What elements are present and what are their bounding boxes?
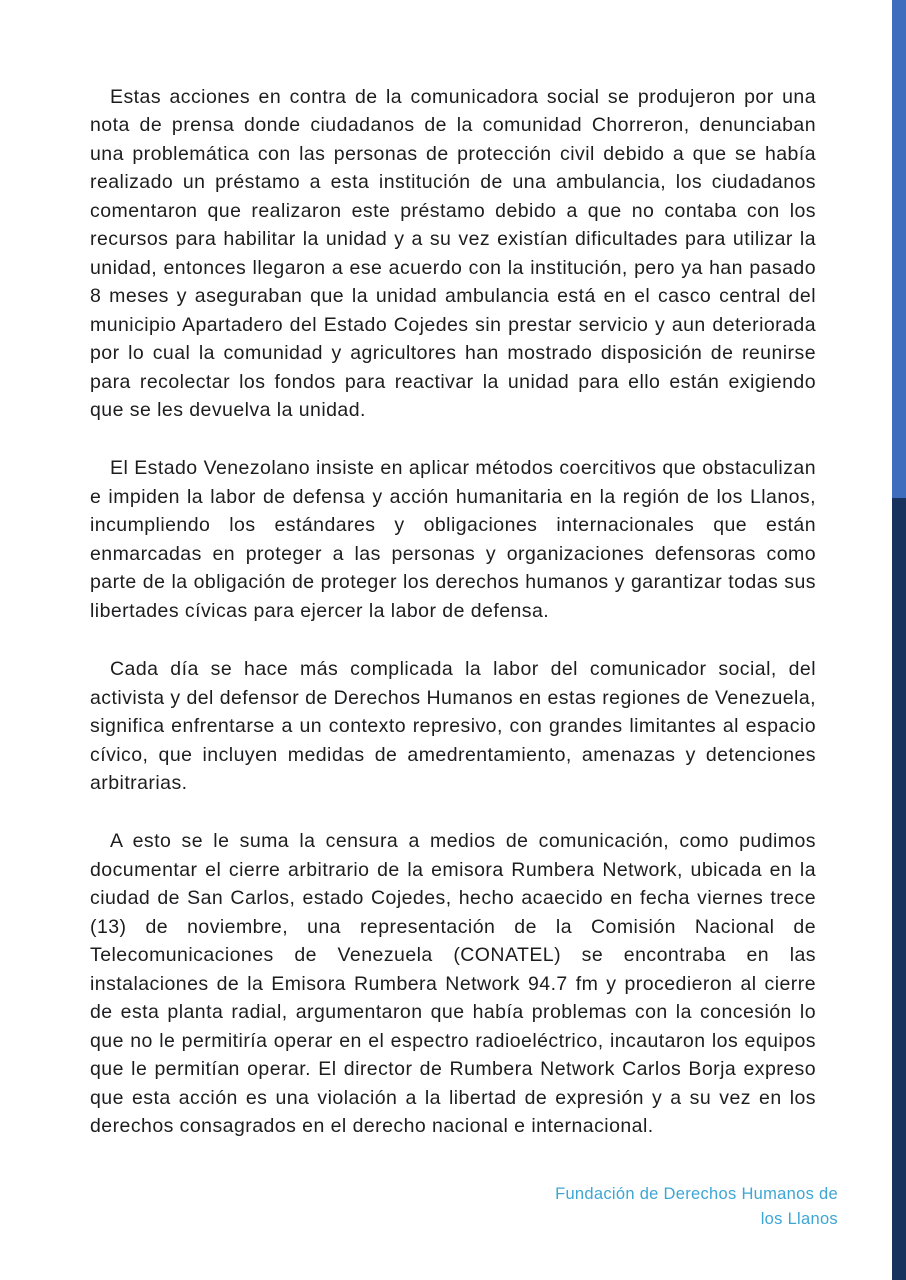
side-accent-bar-bottom	[892, 498, 906, 1280]
paragraph-state-coercion: El Estado Venezolano insiste en aplicar métodos coercitivos que obstaculizan e impiden la labor de defensa y acción humanitaria en la región de los Llanos, incumpliendo los estándares y obligaciones internacionales que están enmarcadas en proteger a las personas y organizaciones defensoras como parte de la obligación de proteger los derechos humanos y garantizar todas sus libertades cívicas para ejercer la labor de defensa.	[90, 457, 816, 622]
document-body	[90, 83, 816, 1170]
side-accent-bar-top	[892, 0, 906, 498]
paragraph-media-censorship: A esto se le suma la censura a medios de comunicación, como pudimos documentar el cierre arbitrario de la emisora Rumbera Network, ubicada en la ciudad de San Carlos, estado Cojedes, hecho acaecido en fecha viernes trece (13) de noviembre, una representación de la Comisión Nacional de Telecomunicaciones de Venezuela (CONATEL) se encontraba en las instalaciones de la Emisora Rumbera Network 94.7 fm y procedieron al cierre de esta planta radial, argumentaron que había problemas con la concesión lo que no le permitiría operar en el espectro radioeléctrico, incautaron los equipos que le permitían operar. El director de Rumbera Network Carlos Borja expreso que esta acción es una violación a la libertad de expresión y a su vez en los derechos consagrados en el derecho nacional e internacional.	[90, 830, 816, 1137]
paragraph-ambulance-complaint: Estas acciones en contra de la comunicadora social se produjeron por una nota de prensa donde ciudadanos de la comunidad Chorreron, denunciaban una problemática con las personas de protección civil debido a que se había realizado un préstamo a esta institución de una ambulancia, los ciudadanos comentaron que realizaron este préstamo debido a que no contaba con los recursos para habilitar la unidad y a su vez existían dificultades para utilizar la unidad, entonces llegaron a ese acuerdo con la institución, pero ya han pasado 8 meses y aseguraban que la unidad ambulancia está en el casco central del municipio Apartadero del Estado Cojedes sin prestar servicio y aun deteriorada por lo cual la comunidad y agricultores han mostrado disposición de reunirse para recolectar los fondos para reactivar la unidad para ello están exigiendo que se les devuelva la unidad.	[90, 86, 816, 421]
paragraph-repressive-context: Cada día se hace más complicada la labor del comunicador social, del activista y del defensor de Derechos Humanos en estas regiones de Venezuela, significa enfrentarse a un contexto represivo, con grandes limitantes al espacio cívico, que incluyen medidas de amedrentamiento, amenazas y detenciones arbitrarias.	[90, 658, 816, 794]
footer-organization	[438, 1182, 838, 1232]
footer-organization-line1: Fundación de Derechos Humanos de	[555, 1185, 838, 1203]
footer-organization-line2: los Llanos	[760, 1210, 838, 1228]
